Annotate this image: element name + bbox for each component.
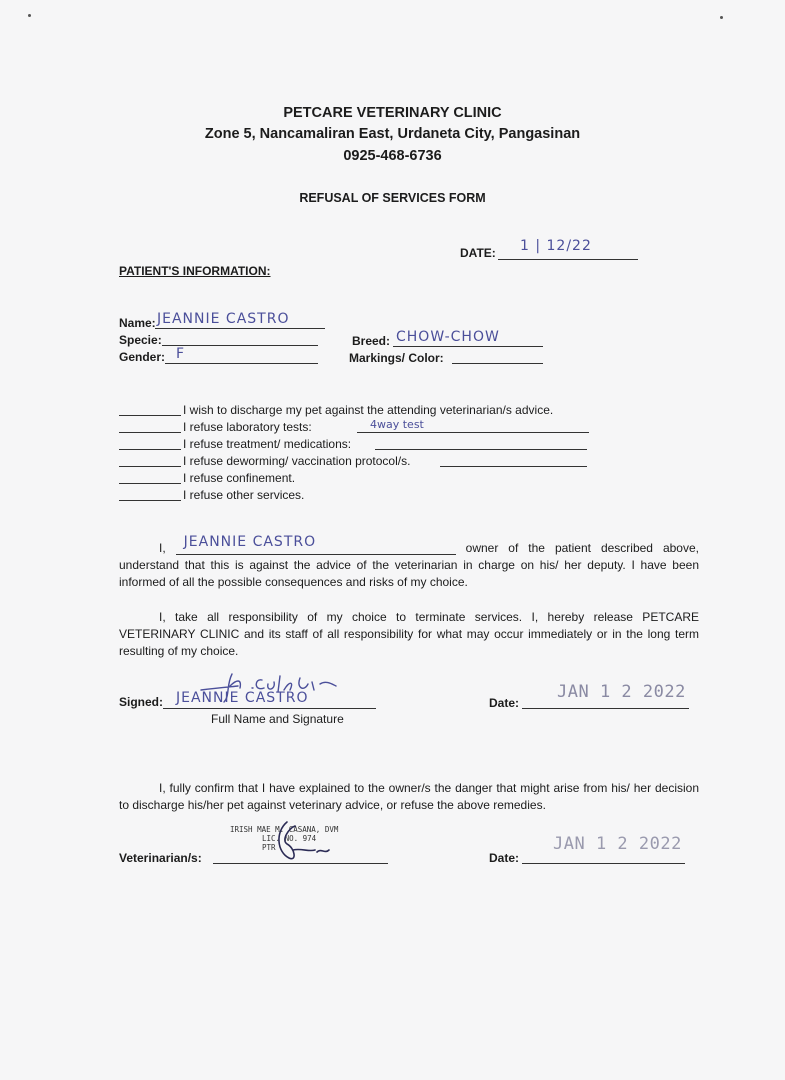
owner-name-line [176,534,456,555]
vet-stamp-ptr: PTR [262,843,276,852]
signed-date-line [522,708,689,709]
markings-line [452,363,543,364]
owner-statement-prefix: I, [159,541,166,555]
veterinarian-signature [265,818,335,866]
option-detail-line [375,449,587,450]
markings-label: Markings/ Color: [349,351,444,365]
option-text: I refuse confinement. [183,471,296,485]
signed-date-label: Date: [489,696,520,710]
name-value: JEANNIE CASTRO [157,311,290,327]
vet-stamp-license: LIC. NO. 974 [262,834,317,843]
date-label: DATE: [460,246,496,260]
veterinarian-label: Veterinarian/s: [119,851,202,865]
name-line [155,328,325,329]
vet-confirmation-text: I, fully confirm that I have explained to the owner/s the danger that might arise from his/ her decision to discharge his/her pet against veterinary advice, or refuse the above remedies. [119,781,699,812]
option-checkline [119,432,181,433]
option-text: I refuse deworming/ vaccination protocol/s. [183,454,411,468]
clinic-address: Zone 5, Nancamaliran East, Urdaneta City, Pangasinan [204,126,581,142]
vet-stamp-name: IRISH MAE M. CASANA, DVM [230,825,339,834]
option-checkline [119,483,181,484]
breed-value: CHOW-CHOW [396,329,500,345]
option-text: I wish to discharge my pet against the attending veterinarian/s advice. [183,403,554,417]
name-label: Name: [119,316,156,330]
scan-speck [720,16,723,19]
option-checkline [119,449,181,450]
responsibility-statement [119,609,699,660]
signed-line [163,708,376,709]
vet-date-line [522,863,685,864]
option-row [119,437,351,451]
owner-statement [119,534,699,591]
breed-line [393,346,543,347]
option-row [119,420,312,434]
option-row [119,403,553,417]
breed-label: Breed: [352,334,391,348]
owner-statement-text: owner of the patient described above, understand that this is against the advice of the veterinarian in charge on his/ her deputy. I have been informed of all the possible consequences and risks of my choice. [119,541,699,589]
gender-value: F [176,346,186,362]
option-detail-value: 4way test [370,418,424,431]
option-text: I refuse treatment/ medications: [183,437,352,451]
signed-date-stamp: JAN 1 2 2022 [557,682,686,702]
vet-date-label: Date: [489,851,520,865]
clinic-name: PETCARE VETERINARY CLINIC [283,105,502,121]
specie-label: Specie: [119,333,162,347]
option-text: I refuse other services. [183,488,305,502]
clinic-phone: 0925-468-6736 [343,148,442,164]
patient-info-heading: PATIENT'S INFORMATION: [119,264,271,278]
option-detail-line [357,432,589,433]
option-text: I refuse laboratory tests: [183,420,312,434]
option-row [119,488,304,502]
signed-name-value: JEANNIE CASTRO [176,690,309,706]
signed-label: Signed: [119,695,163,709]
scan-speck [28,14,31,17]
specie-line [162,345,318,346]
option-row [119,471,295,485]
date-value: 1 | 12/22 [520,238,592,254]
gender-label: Gender: [119,350,166,364]
option-checkline [119,466,181,467]
vet-date-stamp: JAN 1 2 2022 [553,834,682,854]
option-checkline [119,500,181,501]
form-title: REFUSAL OF SERVICES FORM [299,191,486,205]
vet-confirmation-statement [119,780,699,814]
signature-caption: Full Name and Signature [211,712,344,726]
gender-line [165,363,318,364]
option-checkline [119,415,181,416]
option-row [119,454,410,468]
responsibility-text: I, take all responsibility of my choice to terminate services. I, hereby release PETCARE VETERINARY CLINIC and its staff of all responsibility for what may occur immediately or in the long term resulting of my choice. [119,610,699,658]
option-detail-line [440,466,587,467]
date-line [498,259,638,260]
owner-name-value: JEANNIE CASTRO [183,534,317,550]
